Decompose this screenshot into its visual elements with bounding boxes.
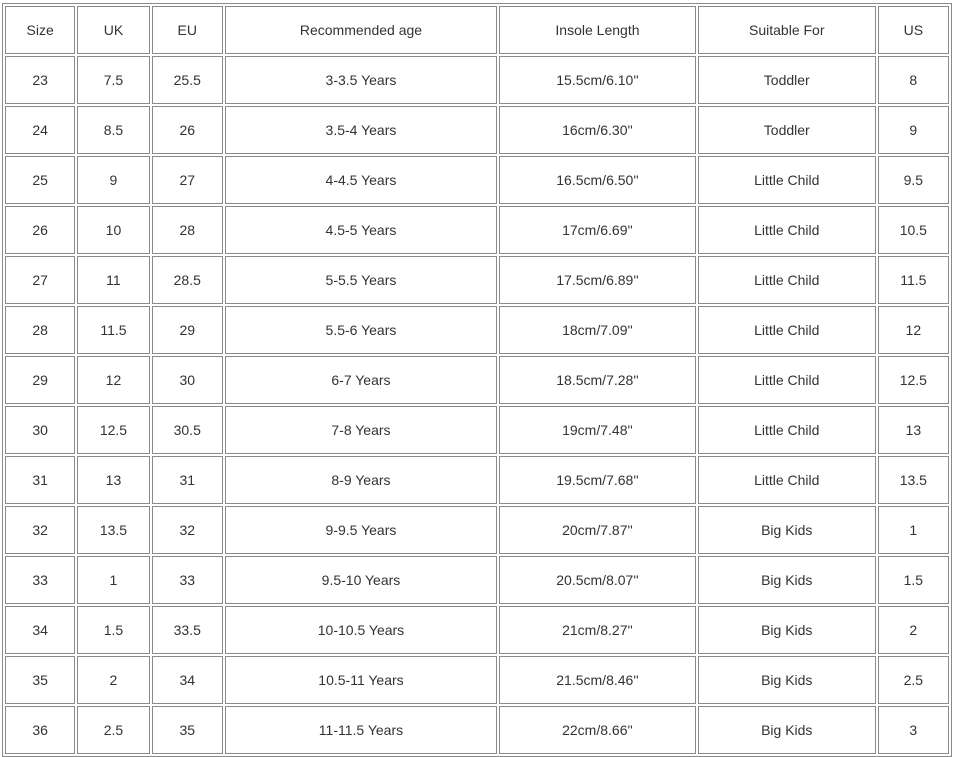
header-size: Size bbox=[5, 6, 75, 54]
header-insole-length: Insole Length bbox=[499, 6, 696, 54]
cell-insole-length: 21cm/8.27'' bbox=[499, 606, 696, 654]
cell-eu: 30.5 bbox=[152, 406, 223, 454]
cell-uk: 12.5 bbox=[77, 406, 149, 454]
cell-suitable-for: Toddler bbox=[698, 56, 876, 104]
cell-us: 3 bbox=[878, 706, 949, 754]
cell-us: 13.5 bbox=[878, 456, 949, 504]
cell-us: 1 bbox=[878, 506, 949, 554]
cell-recommended-age: 5.5-6 Years bbox=[225, 306, 497, 354]
cell-us: 9 bbox=[878, 106, 949, 154]
cell-us: 8 bbox=[878, 56, 949, 104]
cell-us: 1.5 bbox=[878, 556, 949, 604]
cell-suitable-for: Little Child bbox=[698, 256, 876, 304]
cell-eu: 33.5 bbox=[152, 606, 223, 654]
cell-recommended-age: 7-8 Years bbox=[225, 406, 497, 454]
cell-suitable-for: Little Child bbox=[698, 206, 876, 254]
cell-uk: 11.5 bbox=[77, 306, 149, 354]
table-row bbox=[5, 56, 949, 104]
cell-suitable-for: Little Child bbox=[698, 306, 876, 354]
cell-suitable-for: Little Child bbox=[698, 456, 876, 504]
cell-uk: 12 bbox=[77, 356, 149, 404]
cell-recommended-age: 6-7 Years bbox=[225, 356, 497, 404]
cell-eu: 28.5 bbox=[152, 256, 223, 304]
header-uk: UK bbox=[77, 6, 149, 54]
cell-recommended-age: 11-11.5 Years bbox=[225, 706, 497, 754]
cell-eu: 32 bbox=[152, 506, 223, 554]
size-chart-table bbox=[2, 3, 952, 757]
cell-uk: 13.5 bbox=[77, 506, 149, 554]
cell-insole-length: 22cm/8.66'' bbox=[499, 706, 696, 754]
cell-suitable-for: Big Kids bbox=[698, 656, 876, 704]
cell-recommended-age: 10-10.5 Years bbox=[225, 606, 497, 654]
cell-insole-length: 18.5cm/7.28'' bbox=[499, 356, 696, 404]
cell-recommended-age: 9-9.5 Years bbox=[225, 506, 497, 554]
cell-insole-length: 15.5cm/6.10'' bbox=[499, 56, 696, 104]
cell-size: 26 bbox=[5, 206, 75, 254]
header-recommended-age: Recommended age bbox=[225, 6, 497, 54]
cell-insole-length: 20cm/7.87'' bbox=[499, 506, 696, 554]
cell-suitable-for: Big Kids bbox=[698, 606, 876, 654]
cell-size: 34 bbox=[5, 606, 75, 654]
cell-size: 33 bbox=[5, 556, 75, 604]
table-row bbox=[5, 556, 949, 604]
cell-us: 12 bbox=[878, 306, 949, 354]
cell-eu: 25.5 bbox=[152, 56, 223, 104]
cell-us: 12.5 bbox=[878, 356, 949, 404]
cell-insole-length: 19cm/7.48'' bbox=[499, 406, 696, 454]
cell-uk: 13 bbox=[77, 456, 149, 504]
cell-insole-length: 16cm/6.30'' bbox=[499, 106, 696, 154]
table-row bbox=[5, 206, 949, 254]
cell-uk: 9 bbox=[77, 156, 149, 204]
cell-uk: 11 bbox=[77, 256, 149, 304]
cell-uk: 1.5 bbox=[77, 606, 149, 654]
cell-uk: 8.5 bbox=[77, 106, 149, 154]
cell-size: 35 bbox=[5, 656, 75, 704]
cell-size: 23 bbox=[5, 56, 75, 104]
cell-eu: 34 bbox=[152, 656, 223, 704]
cell-insole-length: 19.5cm/7.68'' bbox=[499, 456, 696, 504]
size-chart-header bbox=[5, 6, 949, 54]
cell-uk: 2.5 bbox=[77, 706, 149, 754]
cell-size: 31 bbox=[5, 456, 75, 504]
cell-us: 11.5 bbox=[878, 256, 949, 304]
cell-eu: 26 bbox=[152, 106, 223, 154]
cell-eu: 28 bbox=[152, 206, 223, 254]
cell-recommended-age: 4.5-5 Years bbox=[225, 206, 497, 254]
cell-insole-length: 20.5cm/8.07'' bbox=[499, 556, 696, 604]
cell-size: 25 bbox=[5, 156, 75, 204]
table-row bbox=[5, 606, 949, 654]
table-row bbox=[5, 106, 949, 154]
cell-recommended-age: 9.5-10 Years bbox=[225, 556, 497, 604]
cell-eu: 35 bbox=[152, 706, 223, 754]
cell-suitable-for: Little Child bbox=[698, 406, 876, 454]
cell-us: 2 bbox=[878, 606, 949, 654]
cell-size: 24 bbox=[5, 106, 75, 154]
cell-us: 13 bbox=[878, 406, 949, 454]
cell-suitable-for: Big Kids bbox=[698, 556, 876, 604]
cell-recommended-age: 4-4.5 Years bbox=[225, 156, 497, 204]
table-row bbox=[5, 406, 949, 454]
cell-eu: 27 bbox=[152, 156, 223, 204]
cell-uk: 2 bbox=[77, 656, 149, 704]
cell-suitable-for: Big Kids bbox=[698, 506, 876, 554]
cell-recommended-age: 3.5-4 Years bbox=[225, 106, 497, 154]
cell-size: 28 bbox=[5, 306, 75, 354]
cell-suitable-for: Big Kids bbox=[698, 706, 876, 754]
table-row bbox=[5, 306, 949, 354]
table-row bbox=[5, 656, 949, 704]
cell-uk: 7.5 bbox=[77, 56, 149, 104]
cell-size: 36 bbox=[5, 706, 75, 754]
cell-insole-length: 16.5cm/6.50'' bbox=[499, 156, 696, 204]
cell-recommended-age: 8-9 Years bbox=[225, 456, 497, 504]
cell-recommended-age: 5-5.5 Years bbox=[225, 256, 497, 304]
cell-recommended-age: 3-3.5 Years bbox=[225, 56, 497, 104]
table-row bbox=[5, 256, 949, 304]
cell-us: 10.5 bbox=[878, 206, 949, 254]
cell-insole-length: 17.5cm/6.89'' bbox=[499, 256, 696, 304]
table-row bbox=[5, 456, 949, 504]
cell-suitable-for: Little Child bbox=[698, 156, 876, 204]
cell-size: 30 bbox=[5, 406, 75, 454]
cell-insole-length: 18cm/7.09'' bbox=[499, 306, 696, 354]
cell-suitable-for: Toddler bbox=[698, 106, 876, 154]
cell-recommended-age: 10.5-11 Years bbox=[225, 656, 497, 704]
cell-eu: 30 bbox=[152, 356, 223, 404]
cell-uk: 1 bbox=[77, 556, 149, 604]
cell-us: 9.5 bbox=[878, 156, 949, 204]
cell-insole-length: 17cm/6.69'' bbox=[499, 206, 696, 254]
cell-size: 27 bbox=[5, 256, 75, 304]
size-chart-body bbox=[5, 56, 949, 754]
cell-eu: 33 bbox=[152, 556, 223, 604]
cell-uk: 10 bbox=[77, 206, 149, 254]
table-row bbox=[5, 156, 949, 204]
header-suitable-for: Suitable For bbox=[698, 6, 876, 54]
table-row bbox=[5, 706, 949, 754]
header-eu: EU bbox=[152, 6, 223, 54]
cell-eu: 31 bbox=[152, 456, 223, 504]
cell-eu: 29 bbox=[152, 306, 223, 354]
header-row bbox=[5, 6, 949, 54]
cell-us: 2.5 bbox=[878, 656, 949, 704]
cell-insole-length: 21.5cm/8.46'' bbox=[499, 656, 696, 704]
table-row bbox=[5, 506, 949, 554]
header-us: US bbox=[878, 6, 949, 54]
cell-size: 32 bbox=[5, 506, 75, 554]
cell-suitable-for: Little Child bbox=[698, 356, 876, 404]
table-row bbox=[5, 356, 949, 404]
cell-size: 29 bbox=[5, 356, 75, 404]
